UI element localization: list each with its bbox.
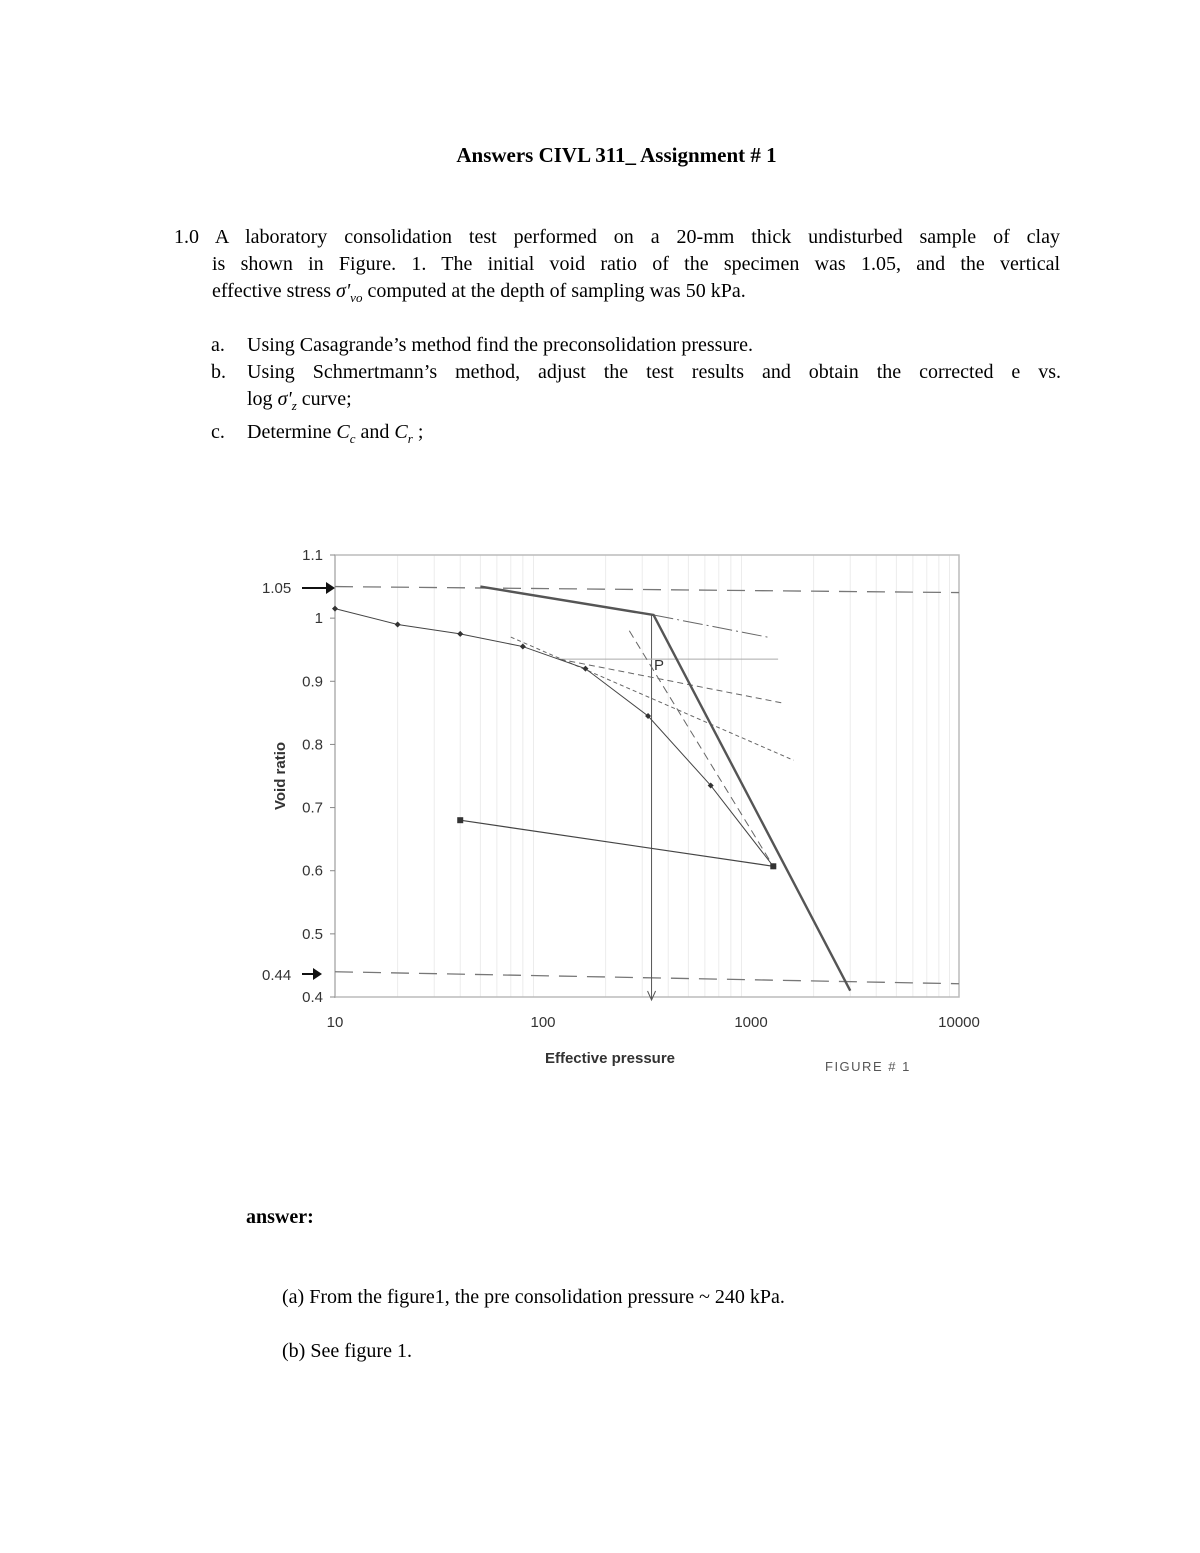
e0-arrow-label: 1.05 [262,580,292,597]
page-title: Answers CIVL 311_ Assignment # 1 [456,143,777,167]
cr-subscript: r [407,431,413,446]
sub-question-c [211,419,1061,452]
question-line-1 [174,224,1060,251]
e044-dashed-line [335,972,959,984]
sub-question-text-mid: and [355,421,395,443]
sigma-symbol: σ' [336,280,351,302]
sub-question-text-2 [247,386,1061,419]
consolidation-chart [240,540,1000,1085]
e0-dashed-line [335,587,959,593]
x-axis-label: Effective pressure [544,1050,676,1067]
figure-1 [240,540,1000,1085]
data-point [457,817,463,823]
series-line-1 [460,820,773,866]
sigma-symbol: σ' [277,388,292,410]
question-text-1: A laboratory consolidation test performed on a 20-mm thick undisturbed sample of clay [214,226,1060,248]
series-line-2 [480,587,850,991]
x-tick-labels [327,1014,980,1031]
sub-question-a [211,332,1061,359]
question-line-2: is shown in Figure. 1. The initial void ratio of the specimen was 1.05, and the vertical [212,253,1060,275]
y-tick-label: 0.5 [302,925,323,943]
construction-lines [302,582,959,1000]
y-tick-label: 0.4 [302,989,323,1006]
e0-arrowhead [326,582,335,594]
e044-arrow-label: 0.44 [262,967,292,984]
sub-question-label: a. [211,334,225,356]
y-tick-label: 0.7 [302,799,323,817]
y-tick-label: 0.9 [302,673,323,691]
y-axis-label: Void ratio [272,741,289,811]
data-point [770,863,776,869]
sub-question-text-2b: curve; [296,388,352,410]
x-tick-label: 10 [326,1014,344,1031]
sub-question-text-2a: log [247,388,278,410]
answer-heading: answer: [246,1206,314,1228]
sub-question-text: Determine [247,421,337,443]
data-point [457,631,463,637]
sub-question-text: Using Schmertmann’s method, adjust the test results and obtain the corrected e vs. [247,361,1061,383]
sub-question-b [211,359,1061,419]
sigma-subscript: z [291,398,297,413]
x-tick-label: 1000 [734,1014,768,1031]
sub-question-list [211,332,1061,452]
sub-question-label: c. [211,421,225,443]
plot-frame [335,555,959,997]
answer-b: (b) See figure 1. [282,1340,412,1362]
cc-subscript: c [349,431,356,446]
sub-question-text-end: ; [412,421,424,443]
data-series [332,587,850,991]
x-tick-label: 10000 [938,1014,980,1031]
sub-question-label: b. [211,361,226,383]
chart-gridlines [398,555,950,997]
figure-caption: FIGURE # 1 [825,1059,911,1074]
virgin-slope-extension [629,631,773,867]
answer-a: (a) From the figure1, the pre consolidation pressure ~ 240 kPa. [282,1286,785,1308]
y-tick-label: 0.6 [302,862,323,880]
x-tick-label: 100 [530,1014,556,1031]
question-block [174,224,1060,311]
y-tick-labels [302,547,335,1006]
question-text-3b: computed at the depth of sampling was 50 kPa. [362,280,746,302]
y-tick-label: 1.1 [302,547,323,564]
tangent-line [511,637,794,760]
cr-symbol: C [394,421,408,443]
question-line-3 [174,278,1060,311]
data-point [332,606,338,612]
question-number: 1.0 [174,226,199,248]
series-line-0 [335,609,773,867]
data-point [520,644,526,650]
bisector-line [559,659,784,703]
data-point [395,621,401,627]
recompression-line [654,615,768,637]
question-text-3a: effective stress [212,280,337,302]
point-p-label: P [654,657,665,674]
cc-symbol: C [336,421,350,443]
sub-question-text: Using Casagrande’s method find the preconsolidation pressure. [247,334,753,356]
e044-arrowhead [313,968,322,980]
sigma-subscript: vo [350,290,363,305]
y-tick-label: 0.8 [302,736,323,754]
y-tick-label: 1 [314,610,323,628]
